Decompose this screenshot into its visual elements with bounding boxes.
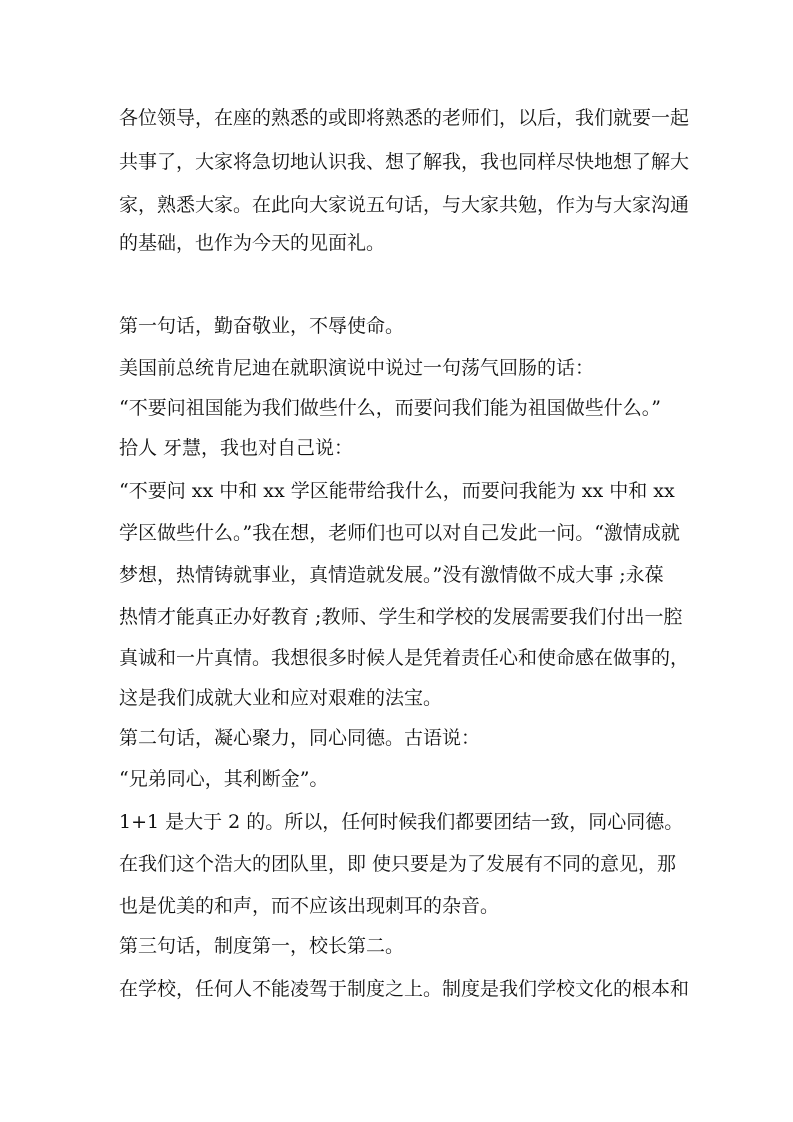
- body-line-14: 在我们这个浩大的团队里，即 使只要是为了发展有不同的意见，那: [119, 853, 677, 875]
- body-line-3: “不要问祖国能为我们做些什么，而要问我们能为祖国做些什么。”: [119, 397, 661, 419]
- body-line-2: 美国前总统肯尼迪在就职演说中说过一句荡气回肠的话：: [119, 357, 595, 379]
- body-line-4: 拾人 牙慧，我也对自己说：: [119, 437, 354, 459]
- body-line-9: 真诚和一片真情。我想很多时候人是凭着责任心和使命感在做事的，: [119, 647, 690, 669]
- intro-line-3: 家，熟悉大家。在此向大家说五句话，与大家共勉，作为与大家沟通: [119, 194, 690, 216]
- body-line-17: 在学校，任何人不能凌驾于制度之上。制度是我们学校文化的根本和: [119, 978, 690, 1000]
- body-line-13: 1+1 是大于 2 的。所以，任何时候我们都要团结一致，同心同德。: [119, 811, 684, 833]
- body-line-10: 这是我们成就大业和应对艰难的法宝。: [119, 687, 443, 709]
- body-line-12: “兄弟同心，其利断金”。: [119, 768, 329, 790]
- intro-line-4: 的基础，也作为今天的见面礼。: [119, 232, 386, 254]
- body-line-11: 第二句话，凝心聚力，同心同德。古语说：: [119, 727, 481, 749]
- body-line-1: 第一句话，勤奋敬业，不辱使命。: [119, 315, 405, 337]
- body-line-6: 学区做些什么。”我在想，老师们也可以对自己发此一问。“激情成就: [119, 522, 680, 544]
- body-line-5: “不要问 xx 中和 xx 学区能带给我什么，而要问我能为 xx 中和 xx: [119, 480, 675, 502]
- body-line-8: 热情才能真正办好教育 ;教师、学生和学校的发展需要我们付出一腔: [119, 606, 683, 628]
- body-line-15: 也是优美的和声，而不应该出现刺耳的杂音。: [119, 895, 500, 917]
- body-line-16: 第三句话，制度第一，校长第二。: [119, 935, 405, 957]
- intro-line-2: 共事了，大家将急切地认识我、想了解我，我也同样尽快地想了解大: [119, 151, 690, 173]
- body-line-7: 梦想，热情铸就事业，真情造就发展。”没有激情做不成大事 ;永葆: [119, 564, 664, 586]
- intro-line-1: 各位领导，在座的熟悉的或即将熟悉的老师们，以后，我们就要一起: [119, 107, 690, 129]
